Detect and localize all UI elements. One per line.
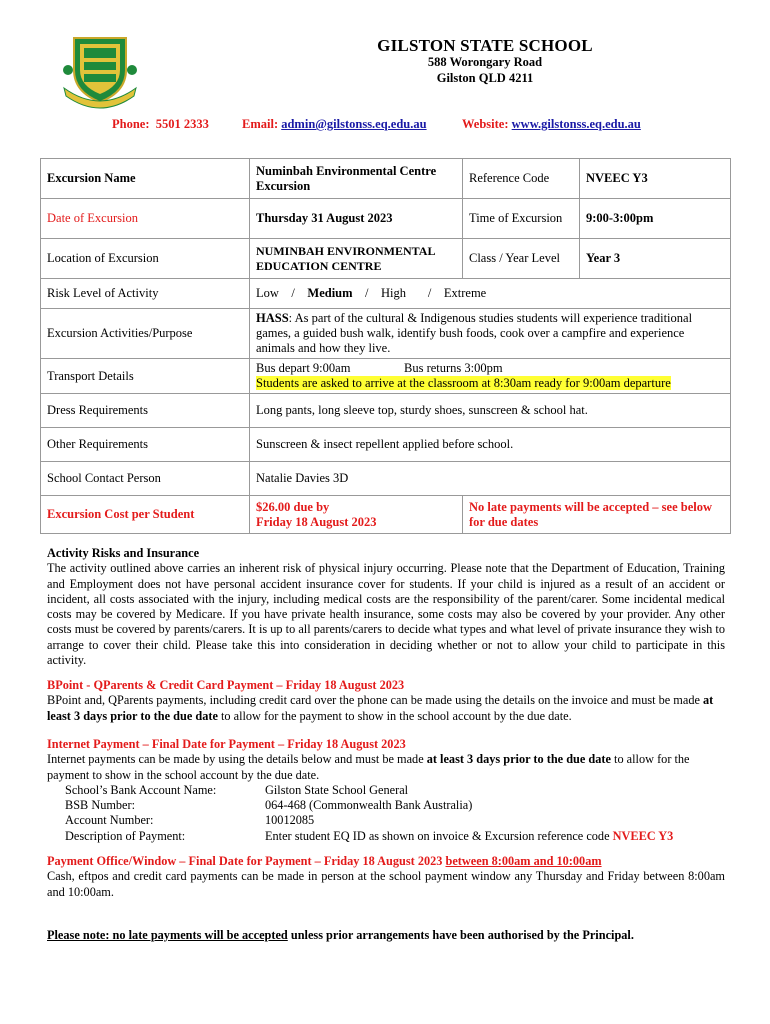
table-row [41,394,731,428]
cost-value-line2: Friday 18 August 2023 [256,514,377,529]
table-row [41,239,731,279]
office-title [47,854,725,869]
cost-value [250,496,463,534]
description-value [265,829,725,844]
table-row [41,309,731,359]
risk-medium: Medium [307,286,353,300]
risk-sep: / [427,286,432,300]
table-row [41,279,731,309]
office-title-text: Payment Office/Window – Final Date for Payment – Friday 18 August 2023 [47,854,446,868]
excursion-name-value: Numinbah Environmental Centre Excursion [250,159,463,199]
bsb-value: 064-468 (Commonwealth Bank Australia) [265,798,473,813]
risk-low: Low [256,286,279,300]
email-contact [242,117,427,132]
bank-details [47,783,725,844]
website-contact [462,117,641,132]
transport-label: Transport Details [41,359,250,394]
website-label: Website: [462,117,509,131]
bus-depart: Bus depart 9:00am [256,361,351,375]
table-row [41,462,731,496]
internet-title: Internet Payment – Final Date for Payment – Friday 18 August 2023 [47,737,406,751]
office-section [47,854,725,900]
account-name-value: Gilston State School General [265,782,409,797]
activities-value [250,309,731,359]
excursion-details-table [40,158,731,534]
dress-value: Long pants, long sleeve top, sturdy shoes, sunscreen & school hat. [250,394,731,428]
bus-times [256,361,724,376]
table-row [41,199,731,239]
risks-title: Activity Risks and Insurance [47,546,200,560]
activities-label: Excursion Activities/Purpose [41,309,250,359]
bpoint-title: BPoint - QParents & Credit Card Payment – Friday 18 August 2023 [47,678,405,692]
contact-person-value: Natalie Davies 3D [250,462,731,496]
risk-extreme: Extreme [443,286,487,300]
table-row [41,428,731,462]
email-label: Email: [242,117,279,131]
bpoint-section [47,678,725,724]
address-line-1: 588 Worongary Road [427,55,543,69]
account-number-value: 10012085 [265,813,315,828]
phone-contact [112,117,209,132]
website-link[interactable]: www.gilstonss.eq.edu.au [511,117,641,131]
email-link[interactable]: admin@gilstonss.eq.edu.au [281,117,427,131]
reference-code-value: NVEEC Y3 [580,159,731,199]
internet-text [47,752,725,783]
table-row [41,359,731,394]
other-value: Sunscreen & insect repellent applied before school. [250,428,731,462]
bpoint-text [47,693,725,724]
table-row [41,496,731,534]
location-label: Location of Excursion [41,239,250,279]
other-label: Other Requirements [41,428,250,462]
bsb-label: BSB Number: [65,798,136,813]
class-value: Year 3 [580,239,731,279]
risk-high: High [381,286,407,300]
time-label: Time of Excursion [463,199,580,239]
phone-label: Phone: [112,117,150,131]
note-underlined: Please note: no late payments will be accepted [47,928,288,942]
activities-hass: HASS [256,311,289,325]
date-label: Date of Excursion [41,199,250,239]
bpoint-text-after: to allow for the payment to show in the school account by the due date. [217,708,572,723]
transport-value [250,359,731,394]
late-payment-final-note [47,928,725,943]
phone-value: 5501 2333 [155,117,209,131]
risk-sep: / [291,286,295,300]
bpoint-text-bold: at least 3 days prior to the due date [47,693,714,723]
excursion-name-label: Excursion Name [41,159,250,199]
reference-code-label: Reference Code [463,159,580,199]
school-name: GILSTON STATE SCHOOL [377,36,593,55]
late-payment-note: No late payments will be accepted – see below for due dates [463,496,731,534]
account-name-label: School’s Bank Account Name: [65,782,217,797]
arrive-note: Students are asked to arrive at the classroom at 8:30am ready for 9:00am departure [256,376,671,390]
description-text: Enter student EQ ID as shown on invoice & Excursion reference code [265,828,613,843]
dress-label: Dress Requirements [41,394,250,428]
address-line-2: Gilston QLD 4211 [436,71,534,85]
internet-text-after: to allow for the payment to show in the school account by the due date. [47,752,690,782]
location-value: NUMINBAH ENVIRONMENTAL EDUCATION CENTRE [250,239,463,279]
cost-label: Excursion Cost per Student [41,496,250,534]
note-rest: unless prior arrangements have been authorised by the Principal. [287,928,634,942]
contact-person-label: School Contact Person [41,462,250,496]
description-code: NVEEC Y3 [612,828,674,843]
internet-section [47,737,725,844]
cost-value-line1: $26.00 due by [256,499,330,514]
internet-text-bold: at least 3 days prior to the due date [426,752,611,767]
risk-options [250,279,731,309]
school-crest-logo [60,30,140,110]
time-value: 9:00-3:00pm [580,199,731,239]
office-text: Cash, eftpos and credit card payments can be made in person at the school payment window any Thursday and Friday between 8:00am and 10:00am. [47,869,725,899]
risks-text: The activity outlined above carries an inherent risk of physical injury occurring. Please note that the Department of Education, Training and Employment does not have personal accident insurance cover for students. If your child is injured as a result of an accident or incident, all costs associated with the injury, including medical costs are the responsibility of the parent/carer. Some incidental medical costs may be covered by Medicare. If you have private health insurance, some costs may also be covered by your provider. Any other costs must be covered by parents/carers. It is up to all parents/carers to decide what types and what level of private insurance they wish to arrange to cover their child. Please take this into consideration in deciding whether or not to allow your child to participate in this activity. [47,561,725,668]
bpoint-text-before: BPoint and, QParents payments, including credit card over the phone can be made using the details on the invoice and must be made [47,693,704,708]
office-title-hours: between 8:00am and 10:00am [445,854,602,868]
class-label: Class / Year Level [463,239,580,279]
risk-sep: / [365,286,369,300]
date-value: Thursday 31 August 2023 [250,199,463,239]
bus-returns: Bus returns 3:00pm [404,361,503,375]
activities-text: : As part of the cultural & Indigenous studies students will experience traditional games, a guided bush walk, identify bush foods, cook over a campfire and experience animals and how they live. [256,311,693,355]
risks-section [47,546,725,668]
account-number-label: Account Number: [65,813,154,828]
table-row [41,159,731,199]
risk-label: Risk Level of Activity [41,279,250,309]
description-label: Description of Payment: [65,828,186,843]
internet-text-before: Internet payments can be made by using the details below and must be made [47,752,427,767]
